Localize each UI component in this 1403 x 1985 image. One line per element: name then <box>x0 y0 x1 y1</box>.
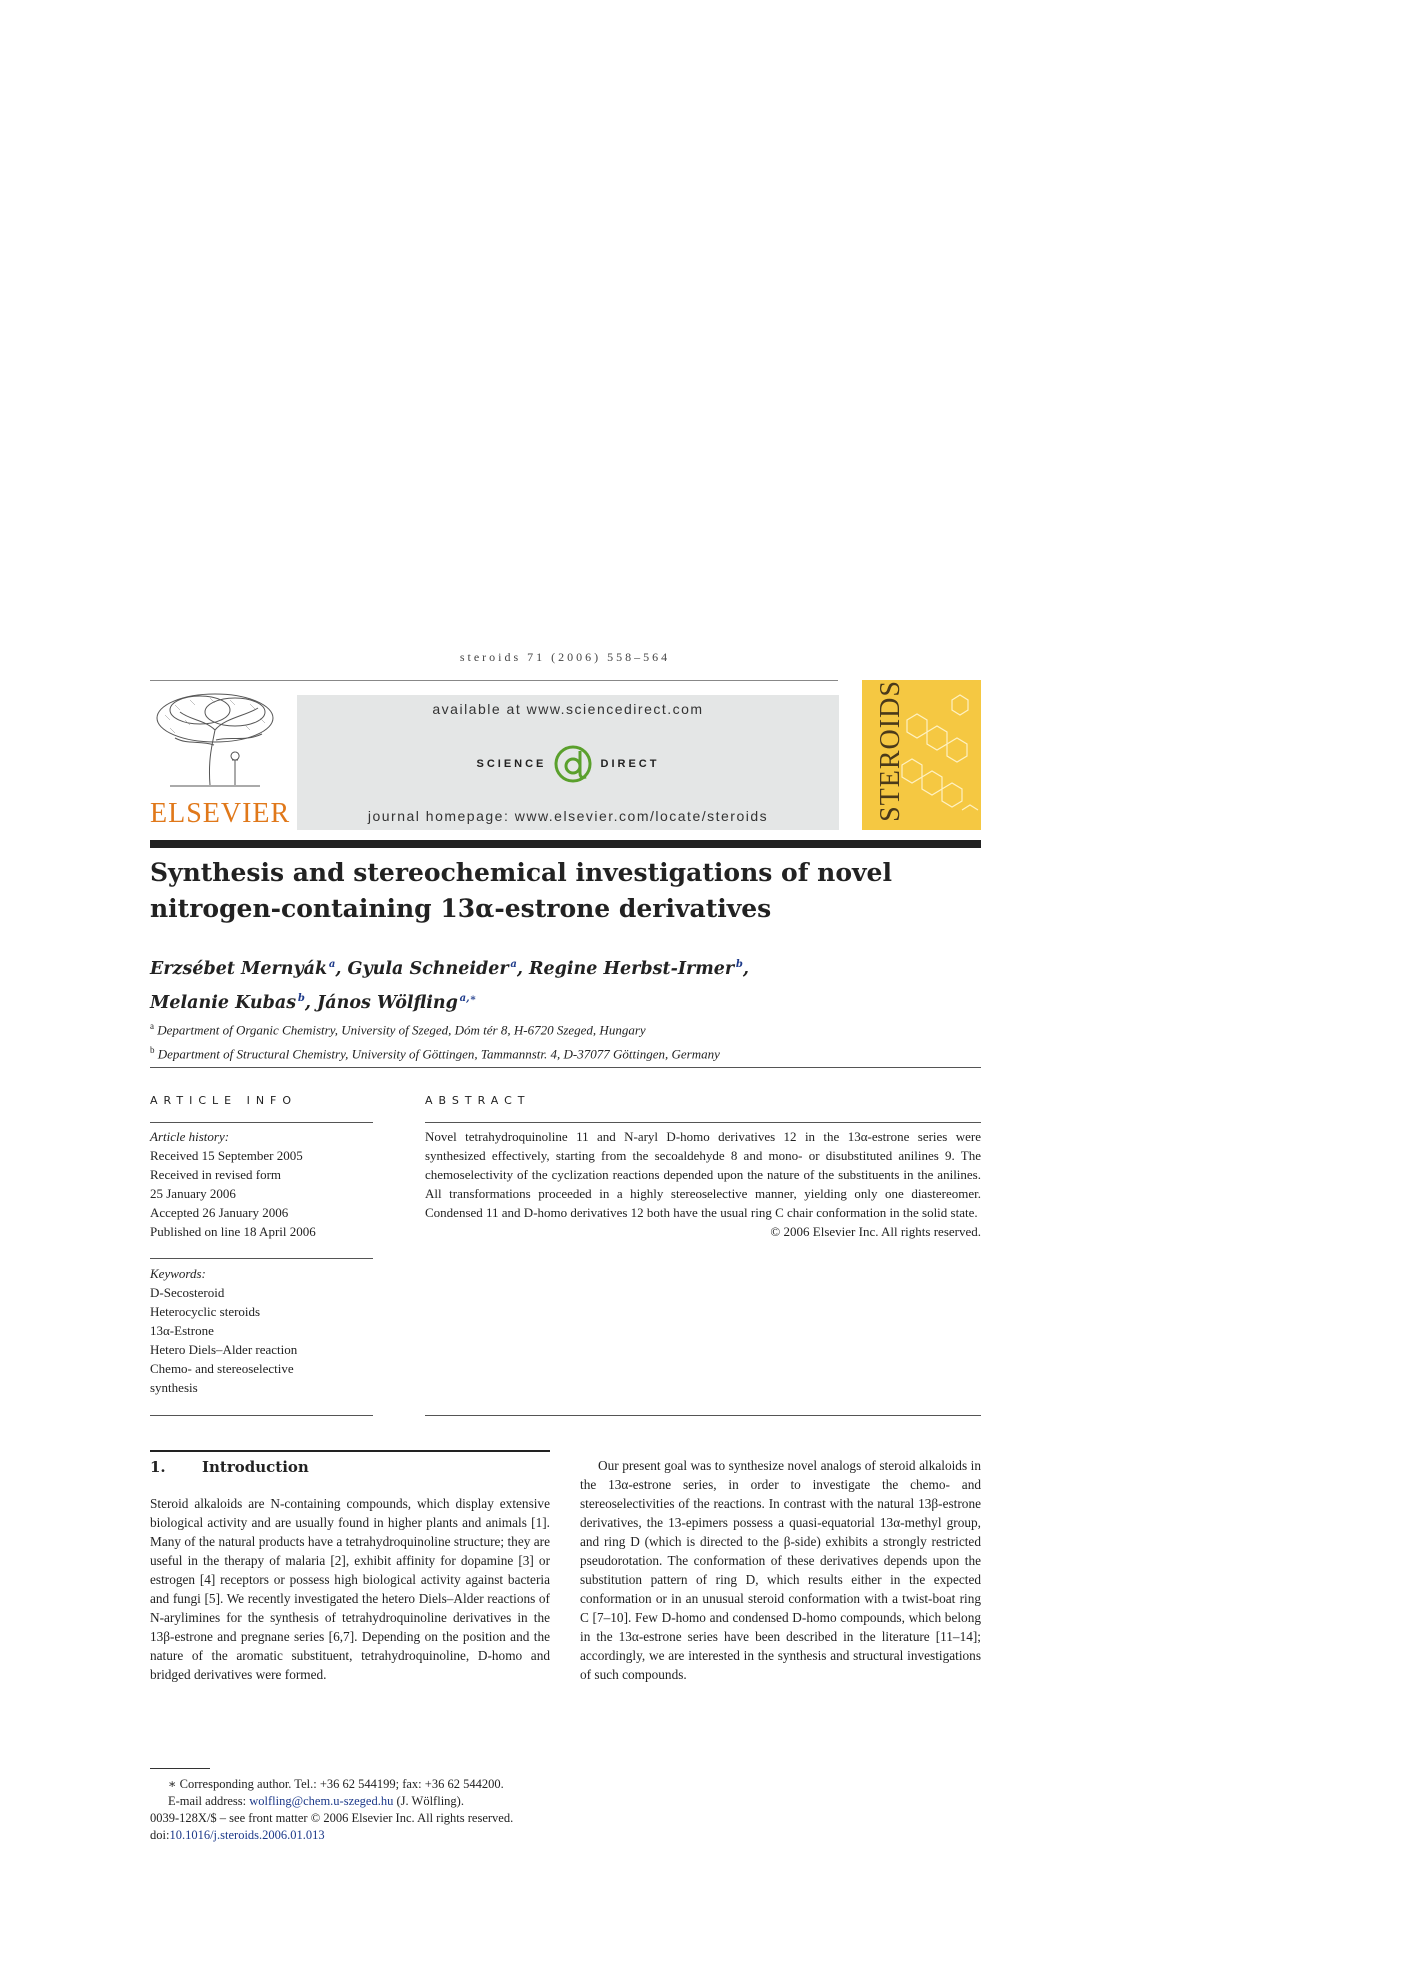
section-number: 1. <box>150 1458 166 1476</box>
doi-note: doi:10.1016/j.steroids.2006.01.013 <box>150 1828 325 1842</box>
header-rule <box>150 840 981 848</box>
history-item: Accepted 26 January 2006 <box>150 1205 289 1220</box>
section-rule <box>150 1450 550 1452</box>
journal-cover[interactable] <box>862 680 981 830</box>
at-sign-icon <box>552 743 594 785</box>
top-rule <box>150 680 838 681</box>
author[interactable]: Gyula Schneider $^a$ <box>347 958 517 979</box>
footnote-rule <box>150 1768 210 1769</box>
available-at-text[interactable]: available at www.sciencedirect.com <box>432 701 704 717</box>
history-item: Received 15 September 2005 <box>150 1148 303 1163</box>
divider <box>425 1415 981 1416</box>
history-label: Article history: <box>150 1129 230 1144</box>
abstract-text: Novel tetrahydroquinoline 11 and N-aryl D-homo derivatives 12 in the 13α-estrone series were synthesized effectively, starting from the secoaldehyde 8 and mono- or disubstituted anilines 9. The chemoselectivity of the cyclization reactions depended upon the nature of the substituents in the anilines. All transformations proceeded in a highly stereoselective manner, yielding only one diastereomer. Condensed 11 and D-homo derivatives 12 both have the usual ring C chair conformation in the solid state. <box>425 1129 981 1220</box>
divider <box>425 1122 981 1123</box>
keyword: Hetero Diels–Alder reaction <box>150 1342 298 1357</box>
article-info-header: ARTICLE INFO <box>150 1094 298 1107</box>
affiliations <box>150 1016 980 1065</box>
keywords <box>150 1264 373 1397</box>
keyword: D-Secosteroid <box>150 1285 225 1300</box>
divider <box>150 1258 373 1259</box>
paragraph: Our present goal was to synthesize novel analogs of steroid alkaloids in the 13α-estrone series, in order to investigate the chemo- and stereoselectivities of the reactions. In contrast with the natural 13β-estrone derivatives, the 13-epimers possess a quasi-equatorial 13α-methyl group, and ring D (which is directed to the β-side) exhibits a strongly restricted pseudorotation. The conformation of these derivatives depends upon the substitution pattern of ring D, which results either in the expected conformation or in an unusual steroid conformation with a twist-boat ring C [7–10]. Few D-homo and condensed D-homo compounds, which belong in the 13α-estrone series have been described in the literature [11–14]; accordingly, we are interested in the synthesis and structural investigations of such compounds. <box>580 1458 981 1682</box>
history-item: Published on line 18 April 2006 <box>150 1224 316 1239</box>
brand-science: SCIENCE <box>476 757 547 770</box>
keyword: synthesis <box>150 1380 198 1395</box>
email-link[interactable]: wolfling@chem.u-szeged.hu <box>249 1794 394 1808</box>
intro-column-left <box>150 1494 550 1684</box>
divider <box>150 1122 373 1123</box>
paragraph: Steroid alkaloids are N-containing compounds, which display extensive biological activity and are usually found in higher plants and animals [1]. Many of the natural products have a tetrahydroquinoline structure; they are useful in the therapy of malaria [2], exhibit affinity for dopamine [3] or estrogen [4] receptors or possess high biological activity against bacteria and fungi [5]. We recently investigated the hetero Diels–Alder reactions of N-arylimines for the synthesis of tetrahydroquinoline derivatives in the 13β-estrone and pregnane series [6,7]. Depending on the position and the nature of the aromatic substituent, tetrahydroquinoline, D-homo and bridged derivatives were formed. <box>150 1496 550 1682</box>
elsevier-wordmark: ELSEVIER <box>150 798 291 829</box>
author[interactable]: Regine Herbst-Irmer $^b$ <box>529 958 743 979</box>
tree-icon <box>150 690 280 790</box>
history-item: Received in revised form <box>150 1167 282 1182</box>
doi-link[interactable]: 10.1016/j.steroids.2006.01.013 <box>169 1828 325 1842</box>
keywords-label: Keywords: <box>150 1266 206 1281</box>
affiliation-a: $^a$ Department of Organic Chemistry, University of Szeged, Dóm tér 8, H-6720 Szeged, Hungary <box>150 1021 646 1038</box>
corresponding-author-note: ∗ Corresponding author. Tel.: +36 62 544199; fax: +36 62 544200. <box>168 1777 504 1791</box>
author-list: Erzsébet Mernyák $^a$, Gyula Schneider $^a$, Regine Herbst-Irmer $^b$, Melanie Kubas $^b$, János Wölfling $^{a,∗}$ <box>150 958 749 1013</box>
journal-homepage-text[interactable]: journal homepage: www.elsevier.com/locate/steroids <box>367 808 769 824</box>
keyword: 13α-Estrone <box>150 1323 214 1338</box>
divider <box>150 1415 373 1416</box>
author[interactable]: Melanie Kubas $^b$ <box>150 992 305 1013</box>
abstract-header: ABSTRACT <box>425 1094 531 1107</box>
running-head: steroids 71 (2006) 558–564 <box>459 650 671 664</box>
footnotes <box>150 1776 750 1844</box>
section-title: Introduction <box>202 1458 309 1476</box>
elsevier-logo[interactable] <box>150 690 291 830</box>
sciencedirect-banner <box>297 695 839 830</box>
email-note: E-mail address: wolfling@chem.u-szeged.hu (J. Wölfling). <box>168 1794 464 1808</box>
author[interactable]: János Wölfling $^{a,∗}$ <box>317 992 477 1013</box>
article-history <box>150 1127 373 1241</box>
divider <box>150 1067 981 1068</box>
author[interactable]: Erzsébet Mernyák $^a$ <box>150 958 336 979</box>
section-heading <box>150 1458 550 1476</box>
intro-column-right <box>580 1456 981 1684</box>
cover-title: STEROIDS <box>875 680 906 822</box>
article-title: Synthesis and stereochemical investigations of novel nitrogen-containing 13α-estrone derivatives <box>150 858 892 923</box>
issn-note: 0039-128X/$ – see front matter © 2006 Elsevier Inc. All rights reserved. <box>150 1811 514 1825</box>
brand-direct: DIRECT <box>600 757 660 770</box>
keyword: Heterocyclic steroids <box>150 1304 261 1319</box>
sciencedirect-logo[interactable] <box>297 743 839 785</box>
keyword: Chemo- and stereoselective <box>150 1361 294 1376</box>
abstract-body <box>425 1127 981 1241</box>
abstract-copyright: © 2006 Elsevier Inc. All rights reserved. <box>770 1224 981 1239</box>
history-item: 25 January 2006 <box>150 1186 236 1201</box>
affiliation-b: $^b$ Department of Structural Chemistry, University of Göttingen, Tammannstr. 4, D-37077 Göttingen, Germany <box>150 1045 720 1062</box>
